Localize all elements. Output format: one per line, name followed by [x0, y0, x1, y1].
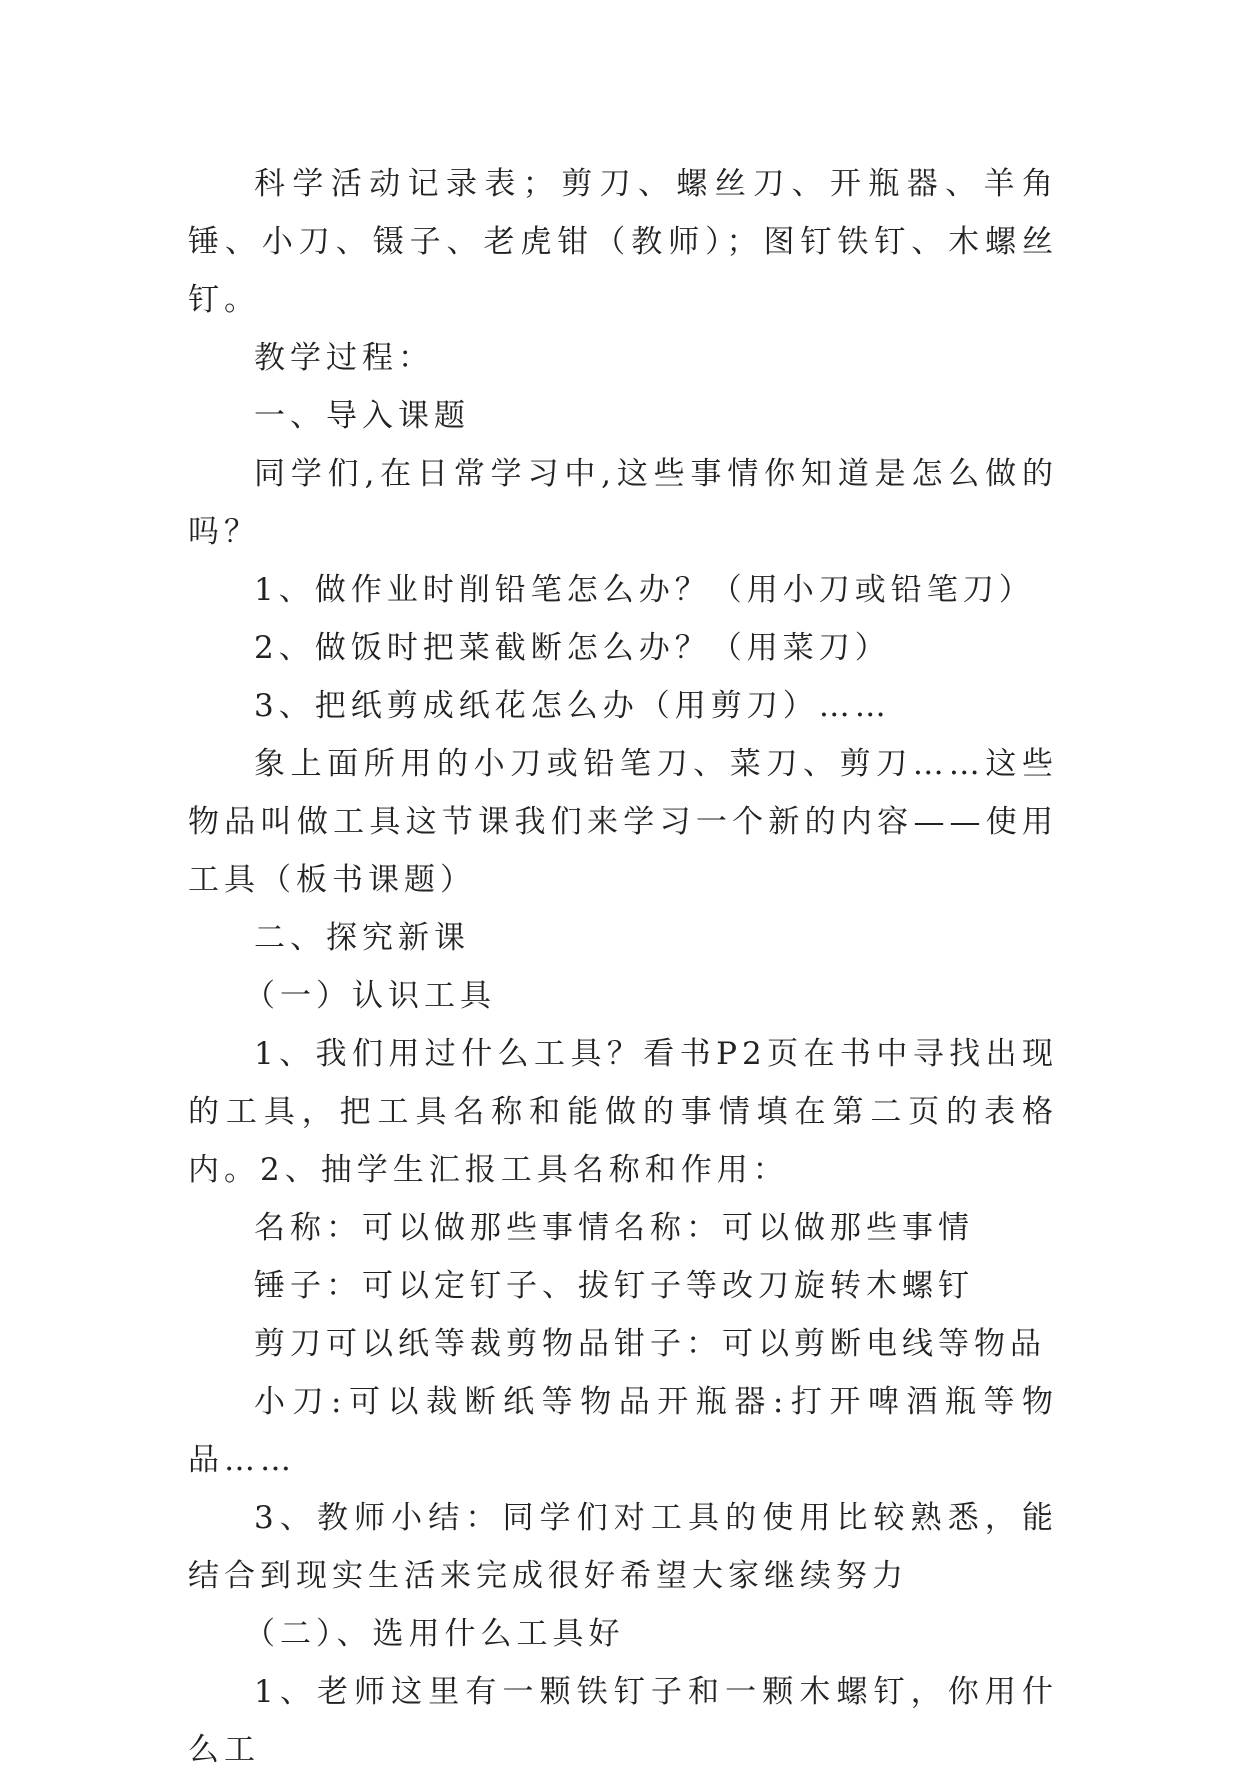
paragraph-table-header: 名称：可以做那些事情名称：可以做那些事情 [254, 1210, 974, 1246]
paragraph-question-intro: 同学们,在日常学习中,这些事情你知道是怎么做的吗？ [188, 456, 1058, 550]
paragraph-materials: 科学活动记录表；剪刀、螺丝刀、开瓶器、羊角锤、小刀、镊子、老虎钳（教师）；图钉铁钉、木螺丝钉。 [188, 166, 1058, 318]
paragraph-tool-knife: 小刀:可以裁断纸等物品开瓶器:打开啤酒瓶等物品…… [188, 1384, 1058, 1478]
heading-subsection-1: （一）认识工具 [244, 978, 496, 1014]
heading-section-1: 一、导入课题 [254, 398, 470, 434]
paragraph-teacher-summary: 3、教师小结：同学们对工具的使用比较熟悉，能结合到现实生活来完成很好希望大家继续努力 [188, 1500, 1058, 1594]
paragraph-tools-intro: 象上面所用的小刀或铅笔刀、菜刀、剪刀……这些物品叫做工具这节课我们来学习一个新的内容——使用工具（板书课题） [188, 746, 1058, 898]
paragraph-nail-question: 1、老师这里有一颗铁钉子和一颗木螺钉，你用什么工 [188, 1674, 1058, 1768]
paragraph-tool-scissors: 剪刀可以纸等裁剪物品钳子：可以剪断电线等物品 [254, 1326, 1046, 1362]
paragraph-process-heading: 教学过程： [254, 340, 434, 376]
paragraph-tools-task: 1、我们用过什么工具？看书P2页在书中寻找出现的工具，把工具名称和能做的事情填在第二页的表格内。2、抽学生汇报工具名称和作用： [188, 1036, 1058, 1188]
heading-section-2: 二、探究新课 [254, 920, 470, 956]
paragraph-tool-hammer: 锤子：可以定钉子、拔钉子等改刀旋转木螺钉 [254, 1268, 974, 1304]
paragraph-question-1: 1、做作业时削铅笔怎么办？（用小刀或铅笔刀） [254, 572, 1035, 608]
document-body [188, 155, 1058, 1779]
paragraph-question-2: 2、做饭时把菜截断怎么办？（用菜刀） [254, 630, 891, 666]
heading-subsection-2: （二）、选用什么工具好 [244, 1616, 625, 1652]
paragraph-question-3: 3、把纸剪成纸花怎么办（用剪刀）…… [254, 688, 891, 724]
